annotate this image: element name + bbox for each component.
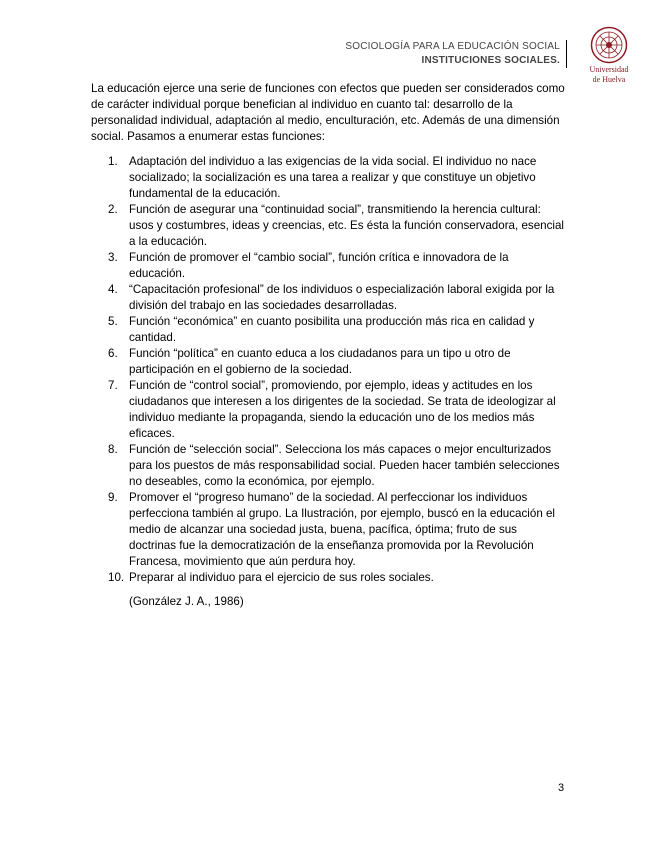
page-header [345,40,567,68]
list-item-number: 6. [108,347,118,360]
list-item-number: 1. [108,155,118,168]
page-number: 3 [558,782,565,794]
citation: (González J. A., 1986) [129,595,244,608]
list-item-number: 2. [108,203,118,216]
logo-text-line2: de Huelva [592,75,626,84]
logo-text-line1: Universidad [589,65,629,74]
list-item-number: 7. [108,379,118,392]
list-item [91,314,565,346]
list-item [91,346,565,378]
list-item [91,442,565,490]
list-item [91,202,565,250]
list-item-number: 9. [108,491,118,504]
list-item-text: Promover el “progreso humano” de la sociedad. Al perfeccionar los individuos perfecciona también al grupo. La Ilustración, por ejemplo, buscó en la educación el medio de alcanzar una sociedad justa, buena, pacífica, óptima; fruto de sus doctrinas fue la democratización de la enseñanza promovida por la Revolución Francesa, movimiento que aún perdura hoy. [129,491,556,568]
list-item-number: 10. [108,571,125,584]
university-seal-icon [590,26,628,64]
list-item-number: 8. [108,443,118,456]
list-item-text: Adaptación del individuo a las exigencias de la vida social. El individuo no nace socializado; la socialización es una tarea a realizar y que constituye un objetivo fundamental de la educación. [129,155,537,200]
list-item [91,378,565,442]
intro-paragraph: La educación ejerce una serie de funciones con efectos que pueden ser considerados como de carácter individual porque benefician al individuo en cuanto tal: desarrollo de la personalidad individual, adaptación al medio, enculturación, etc. Además de una dimensión social. Pasamos a enumerar estas funciones: [91,82,565,143]
list-item-number: 3. [108,251,118,264]
list-item [91,570,565,586]
list-item-text: Preparar al individuo para el ejercicio de sus roles sociales. [129,571,434,584]
list-item [91,250,565,282]
functions-list [91,154,565,586]
list-item-number: 4. [108,283,118,296]
list-item [91,282,565,314]
university-logo [588,26,630,84]
header-section-title: INSTITUCIONES SOCIALES. [421,55,560,66]
list-item-text: “Capacitación profesional” de los individuos o especialización laboral exigida por la división del trabajo en las sociedades desarrolladas. [129,283,555,312]
list-item-text: Función de “control social”, promoviendo, por ejemplo, ideas y actitudes en los ciudadanos que interesen a los dirigentes de la sociedad. Se trata de ideologizar al individuo mediante la propaganda, siendo la educación uno de los medios más eficaces. [129,379,556,440]
list-item-number: 5. [108,315,118,328]
list-item [91,490,565,570]
list-item-text: Función “económica” en cuanto posibilita una producción más rica en calidad y cantidad. [129,315,535,344]
list-item [91,154,565,202]
list-item-text: Función de asegurar una “continuidad social”, transmitiendo la herencia cultural: usos y costumbres, ideas y creencias, etc. Es ésta la función conservadora, esencial a la educación. [129,203,564,248]
list-item-text: Función “política” en cuanto educa a los ciudadanos para un tipo u otro de participación en el gobierno de la sociedad. [129,347,511,376]
main-content [91,81,565,610]
list-item-text: Función de promover el “cambio social”, función crítica e innovadora de la educación. [129,251,509,280]
header-course-title: SOCIOLOGÍA PARA LA EDUCACIÓN SOCIAL [345,41,560,52]
list-item-text: Función de “selección social”. Selecciona los más capaces o mejor enculturizados para los puestos de más responsabilidad social. Pueden hacer también selecciones no deseables, como la económica, por ejemplo. [129,443,560,488]
